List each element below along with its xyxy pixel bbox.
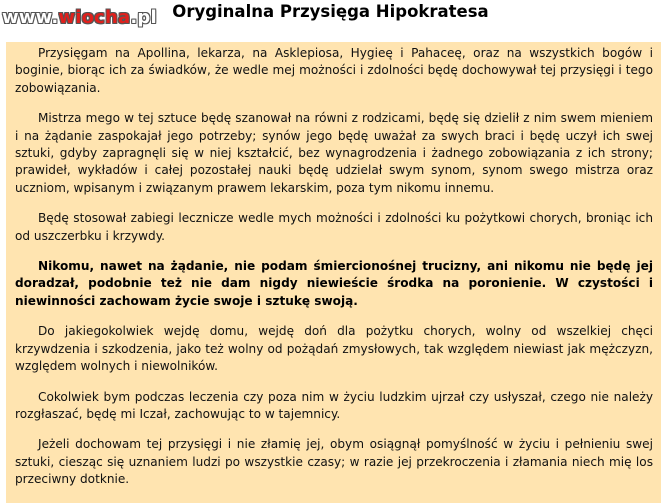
oath-paragraph: [15, 389, 653, 424]
page-title: Oryginalna Przysięga Hipokratesa: [172, 2, 489, 21]
oath-paragraph-text: Przysięgam na Apollina, lekarza, na Asklepiosa, Hygieę i Pahaceę, oraz na wszystkich bogów i boginie, biorąc ich za świadków, że wedle mej możności i zdolności będę dochowywał tej przysięgi i tego zobowiązania.: [15, 46, 653, 95]
oath-paragraph: [15, 210, 653, 245]
oath-paragraph: [15, 45, 653, 97]
oath-paragraph-text: Cokolwiek bym podczas leczenia czy poza nim w życiu ludzkim ujrzał czy usłyszał, czego nie należy rozgłaszać, będę mi Iczał, zachowując to w tajemnicy.: [15, 389, 653, 421]
oath-paragraph: [15, 110, 653, 197]
watermark-prefix: www.: [2, 7, 59, 28]
oath-paragraph-text: Mistrza mego w tej sztuce będę szanował na równi z rodzicami, będę się dzielił z nim swem mieniem i na żądanie zaspokajał jego potrzeby; synów jego będę uważał za swych braci i będę uczył ich swej sztuki, gdyby zapragnęli się w niej kształcić, bez wynagrodzenia i żadnego zobowiązania z ich strony; prawideł, wykładów i całej pozostałej nauki będę udzielał swym synom, synom swego mistrza oraz uczniom, wpisanym i związanym prawem lekarskim, poza tym nikomu innemu.: [15, 111, 653, 195]
oath-text-panel: [6, 42, 661, 503]
oath-paragraph: [15, 323, 653, 375]
oath-paragraph-bold: [15, 258, 653, 310]
watermark-accent: wiocha: [58, 7, 131, 28]
watermark-suffix: .pl: [130, 7, 157, 28]
oath-paragraph-text: Jeżeli dochowam tej przysięgi i nie złamię jej, obym osiągnął pomyślność w życiu i pełnieniu swej sztuki, ciesząc się uznaniem ludzi po wszystkie czasy; w razie jej przekroczenia i złamania niech mię los przeciwny dotknie.: [15, 437, 653, 487]
oath-paragraph: [15, 436, 653, 488]
oath-paragraph-text: Nikomu, nawet na żądanie, nie podam śmiercionośnej trucizny, ani nikomu nie będę jej doradzał, podobnie też nie dam nigdy niewieście środka na poronienie. W czystości i niewinności zachowam życie swoje i sztukę swoją.: [15, 259, 653, 308]
oath-paragraph-text: Będę stosował zabiegi lecznicze wedle mych możności i zdolności ku pożytkowi chorych, broniąc ich od uszczerbku i krzywdy.: [15, 211, 653, 243]
oath-paragraph-text: Do jakiegokolwiek wejdę domu, wejdę doń dla pożytku chorych, wolny od wszelkiej chęci krzywdzenia i szkodzenia, jako też wolny od pożądań zmysłowych, tak względem niewiast jak mężczyzn, względem wolnych i niewolników.: [15, 324, 653, 374]
site-watermark: [2, 7, 157, 28]
